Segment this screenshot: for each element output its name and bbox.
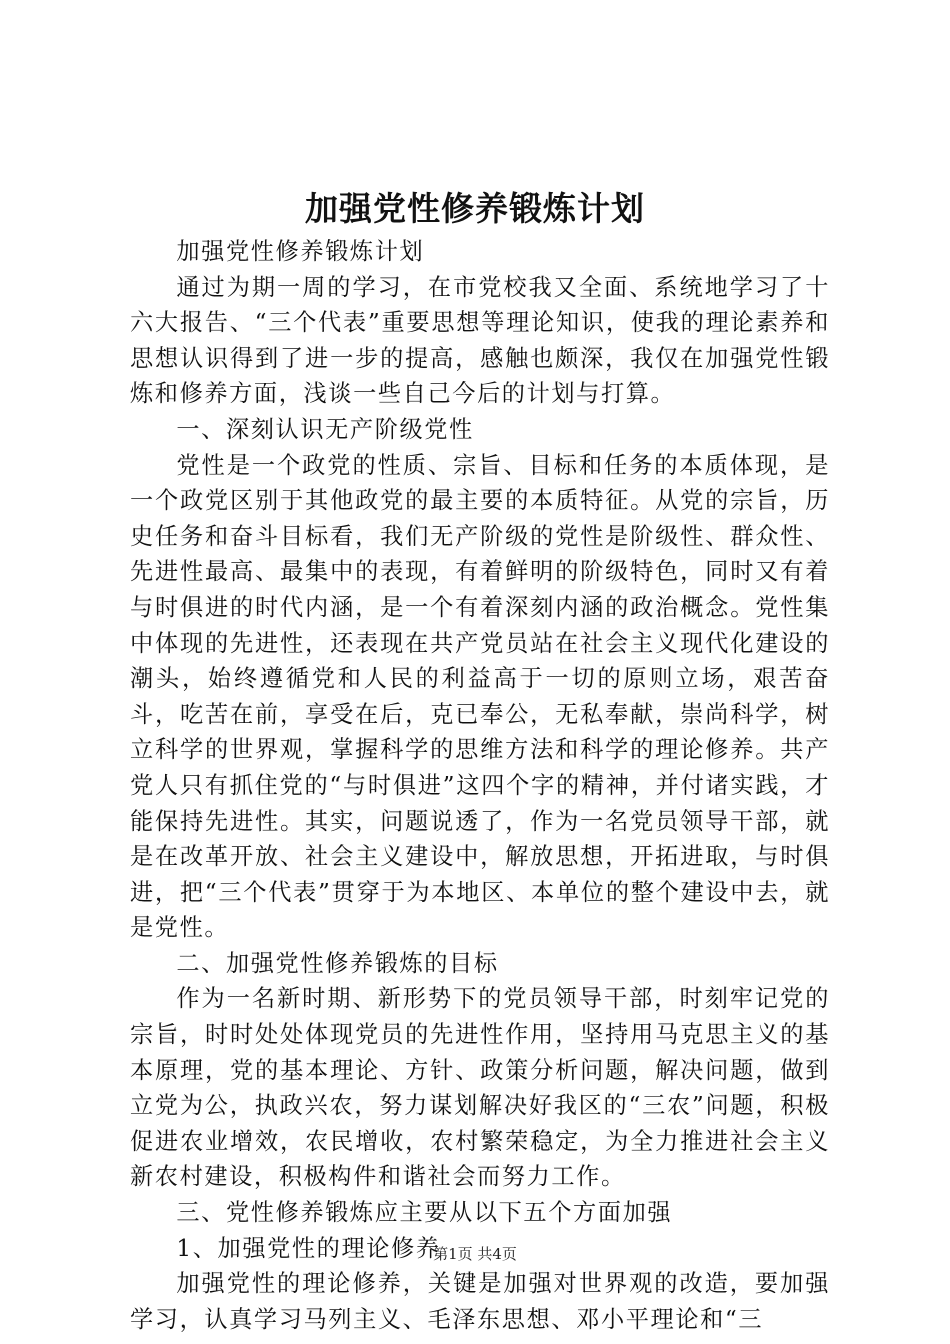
document-title: 加强党性修养锻炼计划 [305,189,645,228]
paragraph-subsection-1: 加强党性的理论修养，关键是加强对世界观的改造，要加强学习，认真学习马列主义、毛泽东思想、邓小平理论和“三 [130,1270,830,1333]
page-number-footer: 第1页 共4页 [433,1245,517,1263]
section-heading-2: 二、加强党性修养锻炼的目标 [176,949,499,977]
paragraph-subtitle: 加强党性修养锻炼计划 [176,238,425,265]
paragraph-section-2: 作为一名新时期、新形势下的党员领导干部，时刻牢记党的宗旨，时时处处体现党员的先进性作用，坚持用马克思主义的基本原理，党的基本理论、方针、政策分析问题，解决问题，做到立党为公，执政兴农，努力谋划解决好我区的“三农”问题，积极促进农业增效，农民增收，农村繁荣稳定，为全力推进社会主义新农村建设，积极构件和谐社会而努力工作。 [130,985,830,1191]
paragraph-intro: 通过为期一周的学习，在市党校我又全面、系统地学习了十六大报告、“三个代表”重要思想等理论知识，使我的理论素养和思想认识得到了进一步的提高，感触也颇深，我仅在加强党性锻炼和修养方面，浅谈一些自己今后的计划与打算。 [130,273,830,408]
paragraph-section-1: 党性是一个政党的性质、宗旨、目标和任务的本质体现，是一个政党区别于其他政党的最主要的本质特征。从党的宗旨，历史任务和奋斗目标看，我们无产阶级的党性是阶级性、群众性、先进性最高、最集中的表现，有着鲜明的阶级特色，同时又有着与时俱进的时代内涵，是一个有着深刻内涵的政治概念。党性集中体现的先进性，还表现在共产党员站在社会主义现代化建设的潮头，始终遵循党和人民的利益高于一切的原则立场，艰苦奋斗，吃苦在前，享受在后，克已奉公，无私奉献，崇尚科学，树立科学的世界观，掌握科学的思维方法和科学的理论修养。共产党人只有抓住党的“与时俱进”这四个字的精神，并付诸实践，才能保持先进性。其实，问题说透了，作为一名党员领导干部，就是在改革开放、社会主义建设中，解放思想，开拓进取，与时俱进，把“三个代表”贯穿于为本地区、本单位的整个建设中去，就是党性。 [130,451,830,942]
document-body [130,234,830,1337]
section-heading-3: 三、党性修养锻炼应主要从以下五个方面加强 [176,1199,673,1227]
subsection-heading-1: 1、加强党性的理论修养 [176,1234,441,1262]
section-heading-1: 一、深刻认识无产阶级党性 [176,415,474,443]
